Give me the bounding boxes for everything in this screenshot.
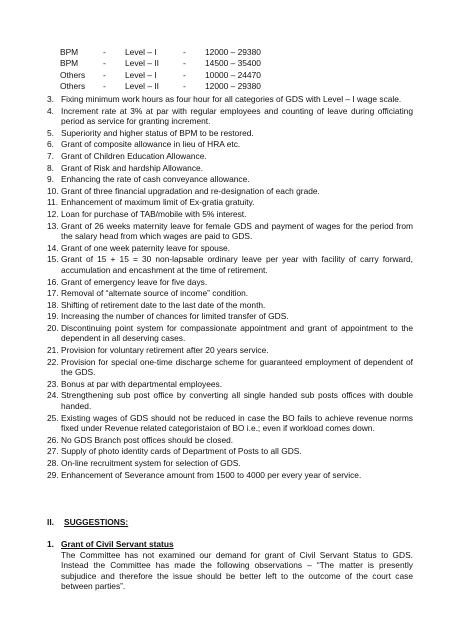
list-item	[47, 163, 413, 174]
list-item	[47, 470, 413, 481]
list-item	[47, 174, 413, 185]
item-number: 10.	[47, 185, 59, 196]
section-heading	[47, 517, 128, 528]
item-text: Grant of Children Education Allowance.	[61, 150, 207, 161]
item-text: Grant of 26 weeks maternity leave for female GDS and payment of wages for the period from the salary head from which wages are paid to GDS.	[61, 220, 413, 242]
section-number: II.	[47, 517, 54, 527]
dash-cell: -	[183, 58, 186, 69]
item-number: 22.	[47, 356, 59, 367]
item-text: Provision for voluntary retirement after 20 years service.	[61, 345, 269, 356]
list-item	[47, 311, 413, 322]
item-number: 11.	[47, 197, 59, 208]
item-number: 14.	[47, 242, 59, 253]
list-item	[47, 243, 413, 254]
dash-cell: -	[183, 47, 186, 57]
level-cell: Level – II	[125, 58, 159, 69]
list-item	[47, 221, 413, 242]
item-text: Enhancement of maximum limit of Ex-gratia gratuity.	[61, 197, 255, 208]
wage-scale-row	[60, 70, 285, 81]
list-item	[47, 379, 413, 390]
item-number: 23.	[47, 378, 59, 389]
item-text: Provision for special one-time discharge scheme for guaranteed employment of dependent of the GDS.	[61, 356, 413, 378]
item-text: Shifting of retirement date to the last date of the month.	[61, 299, 266, 310]
item-number: 3.	[47, 94, 54, 104]
item-text: Enhancement of Severance amount from 1500 to 4000 per every year of service.	[61, 469, 362, 480]
pay-range-cell: 12000 – 29380	[205, 80, 261, 91]
item-number: 29.	[47, 469, 59, 480]
item-number: 27.	[47, 446, 59, 457]
item-text: Increment rate at 3% at par with regular employees and counting of leave during officiating period as service for granting increment.	[61, 105, 413, 127]
list-item	[47, 151, 413, 162]
item-text: Enhancing the rate of cash conveyance allowance.	[61, 174, 250, 185]
dash-cell: -	[103, 69, 106, 80]
list-item	[47, 323, 413, 344]
item-text: Bonus at par with departmental employees.	[61, 378, 223, 389]
pay-range-cell: 14500 – 35400	[205, 58, 261, 69]
item-text: Grant of 15 + 15 = 30 non-lapsable ordinary leave per year with facility of carry forward, accumulation and encashment at the time of retirement.	[61, 254, 413, 275]
list-item	[47, 106, 413, 127]
dash-cell: -	[103, 58, 106, 69]
list-item	[47, 413, 413, 434]
list-item	[47, 458, 413, 469]
level-cell: Level – I	[125, 69, 157, 80]
suggestion-title: Grant of Civil Servant status	[61, 539, 174, 549]
list-item	[47, 94, 413, 105]
suggestion-block	[47, 539, 413, 592]
item-number: 20.	[47, 322, 59, 333]
item-number: 16.	[47, 276, 59, 287]
suggestion-heading	[47, 539, 413, 550]
dash-cell: -	[183, 80, 186, 91]
list-item	[47, 139, 413, 150]
item-number: 4.	[47, 105, 54, 116]
wage-scale-row	[60, 58, 285, 69]
level-cell: Level – II	[125, 80, 159, 91]
suggestion-body: The Committee has not examined our demand for grant of Civil Servant Status to GDS. Instead the Committee has made the following observations – “The matter is presently subjudice and therefore the issue should be better left to the outcome of the court case between parties”.	[61, 549, 413, 592]
item-text: Removal of “alternate source of income” condition.	[61, 288, 249, 299]
item-number: 13.	[47, 220, 59, 231]
item-text: Grant of emergency leave for five days.	[61, 276, 208, 287]
list-item	[47, 345, 413, 356]
item-text: Superiority and higher status of BPM to be restored.	[61, 127, 254, 138]
list-item	[47, 254, 413, 275]
item-text: Existing wages of GDS should not be reduced in case the BO fails to achieve revenue norms fixed under Revenue related categoristaion of BO i.e.; even if workload comes down.	[61, 412, 413, 434]
wage-scale-row	[60, 81, 285, 92]
item-number: 24.	[47, 390, 59, 401]
suggestion-number: 1.	[47, 539, 54, 549]
item-number: 6.	[47, 139, 54, 150]
category-cell: Others	[60, 80, 86, 91]
list-item	[47, 357, 413, 378]
category-cell: Others	[60, 69, 86, 80]
wage-scale-row	[60, 47, 285, 58]
item-text: Discontinuing point system for compassionate appointment and grant of appointment to the dependent in all deserving cases.	[61, 322, 413, 344]
list-item	[47, 446, 413, 457]
category-cell: BPM	[60, 58, 79, 69]
item-text: Grant of one week paternity leave for spouse.	[61, 242, 230, 253]
item-number: 8.	[47, 162, 54, 173]
category-cell: BPM	[60, 47, 79, 57]
item-text: Fixing minimum work hours as four hour for all categories of GDS with Level – I wage scale.	[61, 94, 402, 104]
list-item	[47, 197, 413, 208]
list-item	[47, 435, 413, 446]
list-item	[47, 288, 413, 299]
item-text: No GDS Branch post offices should be closed.	[61, 434, 234, 445]
level-cell: Level – I	[125, 47, 157, 57]
wage-scale-table	[60, 47, 285, 92]
item-number: 9.	[47, 174, 54, 185]
pay-range-cell: 10000 – 24470	[205, 69, 261, 80]
list-item	[47, 390, 413, 411]
demands-list	[47, 94, 413, 481]
dash-cell: -	[103, 80, 106, 91]
pay-range-cell: 12000 – 29380	[205, 47, 261, 57]
item-text: On-line recruitment system for selection of GDS.	[61, 458, 241, 468]
list-item	[47, 300, 413, 311]
item-number: 21.	[47, 345, 59, 356]
item-number: 25.	[47, 412, 59, 423]
item-text: Grant of composite allowance in lieu of HRA etc.	[61, 139, 241, 150]
item-number: 15.	[47, 254, 59, 265]
item-text: Increasing the number of chances for limited transfer of GDS.	[61, 311, 289, 322]
dash-cell: -	[183, 69, 186, 80]
item-number: 18.	[47, 299, 59, 310]
section-title: SUGGESTIONS:	[64, 517, 129, 527]
item-number: 5.	[47, 127, 54, 138]
item-number: 26.	[47, 434, 59, 445]
list-item	[47, 277, 413, 288]
item-number: 28.	[47, 458, 59, 468]
dash-cell: -	[103, 47, 106, 57]
item-text: Supply of photo identity cards of Department of Posts to all GDS.	[61, 446, 302, 457]
item-text: Grant of three financial upgradation and re-designation of each grade.	[61, 185, 320, 196]
item-text: Loan for purchase of TAB/mobile with 5% interest.	[61, 208, 247, 219]
item-text: Strengthening sub post office by converting all single handed sub posts offices with double handed.	[61, 390, 413, 412]
item-number: 19.	[47, 311, 59, 322]
item-number: 7.	[47, 150, 54, 161]
item-text: Grant of Risk and hardship Allowance.	[61, 162, 203, 173]
list-item	[47, 128, 413, 139]
item-number: 17.	[47, 288, 59, 299]
list-item	[47, 186, 413, 197]
list-item	[47, 209, 413, 220]
item-number: 12.	[47, 208, 59, 219]
